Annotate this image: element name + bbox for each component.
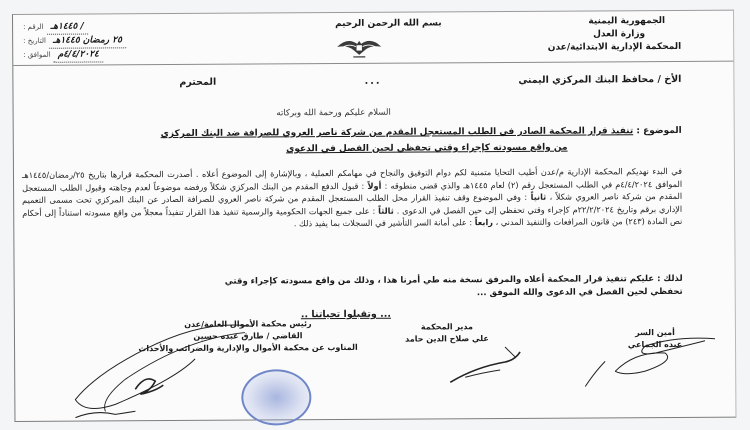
date-row [23, 34, 213, 49]
clause-third-label: ثالثاً [378, 205, 394, 216]
clause-third-text: : على جميع الجهات الحكومية والرسمية تنفيذ هذا القرار تنفيذاً معجلاً من واقع مسودته استناداً إلى أحكام نص المادة (٢٤٣) من قانون المرافعات والتنفيذ المدني ، [22, 205, 683, 228]
addressee-name: الأخ / محافظ البنك المركزي اليمني [518, 73, 682, 86]
signature-director-name: علي صلاح الدين حامد [405, 334, 489, 344]
country-name: الجمهورية اليمنية [588, 16, 666, 27]
signature-judge-name: القاضي / طارق عبده حسين [193, 331, 303, 341]
letter-reference-block [23, 20, 213, 63]
addressee-line [41, 74, 681, 89]
conclusion-line-2: تحفظي لحين الفصل في الدعوى والله الموفق ... [476, 286, 683, 299]
date-value: ٢٥ رمضان ١٤٤٥هـ [49, 34, 126, 48]
closing-regards: ... وتقبلوا تحياتنا .. [300, 308, 391, 321]
signature-judge-title: رئيس محكمة الأموال العامة/عدن [184, 319, 312, 329]
clause-second-label: ثانياً [530, 191, 547, 202]
letterhead-institution [506, 15, 681, 55]
addressee-dots: ... [364, 75, 382, 87]
clause-fourth-label: رابعاً [474, 217, 493, 228]
reference-number-row [23, 20, 213, 35]
number-value: / ١٤٤٥هـ [47, 21, 88, 35]
corresponding-date-row [23, 48, 213, 63]
subject-label: الموضوع : [636, 125, 682, 137]
signature-secretary-title: أمين السر [635, 327, 675, 338]
basmala: بسم الله الرحمن الرحيم [335, 18, 442, 30]
letter-page [12, 10, 736, 422]
signature-secretary-name: عبده الجماعي [627, 339, 683, 350]
addressee-honorific: المحترم [179, 76, 217, 88]
subject-line-2: من واقع مسودته كإجراء وقتي تحفظي لحين الفصل في الدعوى [286, 142, 568, 155]
clause-first-text: : قبول الدفع المقدم من البنك المركزي شكلاً ورفضه موضوعاً لعدم وجاهته وقبول الطلب المستعجل المقدم من شركة ناصر العروي شكلاً ، [22, 180, 683, 202]
subject-block [22, 123, 682, 159]
clause-first-label: أولاً [367, 180, 382, 191]
greeting: السلام عليكم ورحمة الله وبركاته [276, 107, 391, 119]
secretary-signature-scrawl-icon [575, 331, 725, 392]
ministry-name: وزارة العدل [593, 29, 646, 40]
judge-signature-scrawl-icon [55, 319, 256, 420]
signature-director-title: مدير المحكمة [420, 322, 473, 332]
court-name: المحكمة الإدارية الابتدائية/عدن [547, 41, 682, 53]
body-intro: في البدء نهديكم المحكمة الإدارية م/عدن أطيب التحايا متمنية لكم دوام التوفيق والنجاح في مهامكم العملية ، وبالإشارة إلى الموضوع أعلاه . أصدرت المحكمة قرارها بتاريخ ٢٥/رمضان/١٤٤٥هـ الموافق ٤/٤/٢٠٢٤م في الطلب المستعجل رقم (٢) لعام ١٤٤٥هـ والذي قضى منطوقه : [21, 165, 683, 191]
corresponding-value: ٤/٤/٢٠٢٤م [54, 48, 103, 62]
signature-judge-role: المناوب عن محكمة الأموال والإدارية والضرائب والأحداث [138, 342, 358, 354]
clause-fourth-text: : على أمانة السر التأشير في السجلات بما يفيد ذلك . [293, 217, 473, 229]
letter-body [22, 165, 682, 232]
number-label: الرقم : [23, 22, 44, 31]
conclusion-block [23, 273, 683, 303]
yemen-eagle-emblem-icon [335, 33, 383, 59]
date-label: التاريخ : [23, 36, 46, 45]
conclusion-line-1: لذلك : عليكم تنفيذ قرار المحكمة أعلاه والمرفق نسخة منه طي أمرنا هذا ، وذلك من واقع مسودته كإجراء وقتي [224, 273, 683, 287]
subject-line-1: تنفيذ قرار المحكمة الصادر في الطلب المستعجل المقدم من شركة ناصر العروي للصرافة ضد البنك المركزي [160, 126, 634, 140]
director-signature-scrawl-icon [445, 342, 535, 393]
clause-second-text: : وفي الموضوع وقف تنفيذ القرار محل الطلب المستعجل المقدم من شركة ناصر العروي للصرافة الصادر عن البنك المركزي تحت مسمى التعميم الإداري برقم وتاريخ ٢٢/٢/٢٠٢٤م كإجراء وقتي تحفظي إلى حين الفصل في الدعوى . [22, 191, 683, 216]
corresponding-label: الموافق : [23, 50, 51, 59]
